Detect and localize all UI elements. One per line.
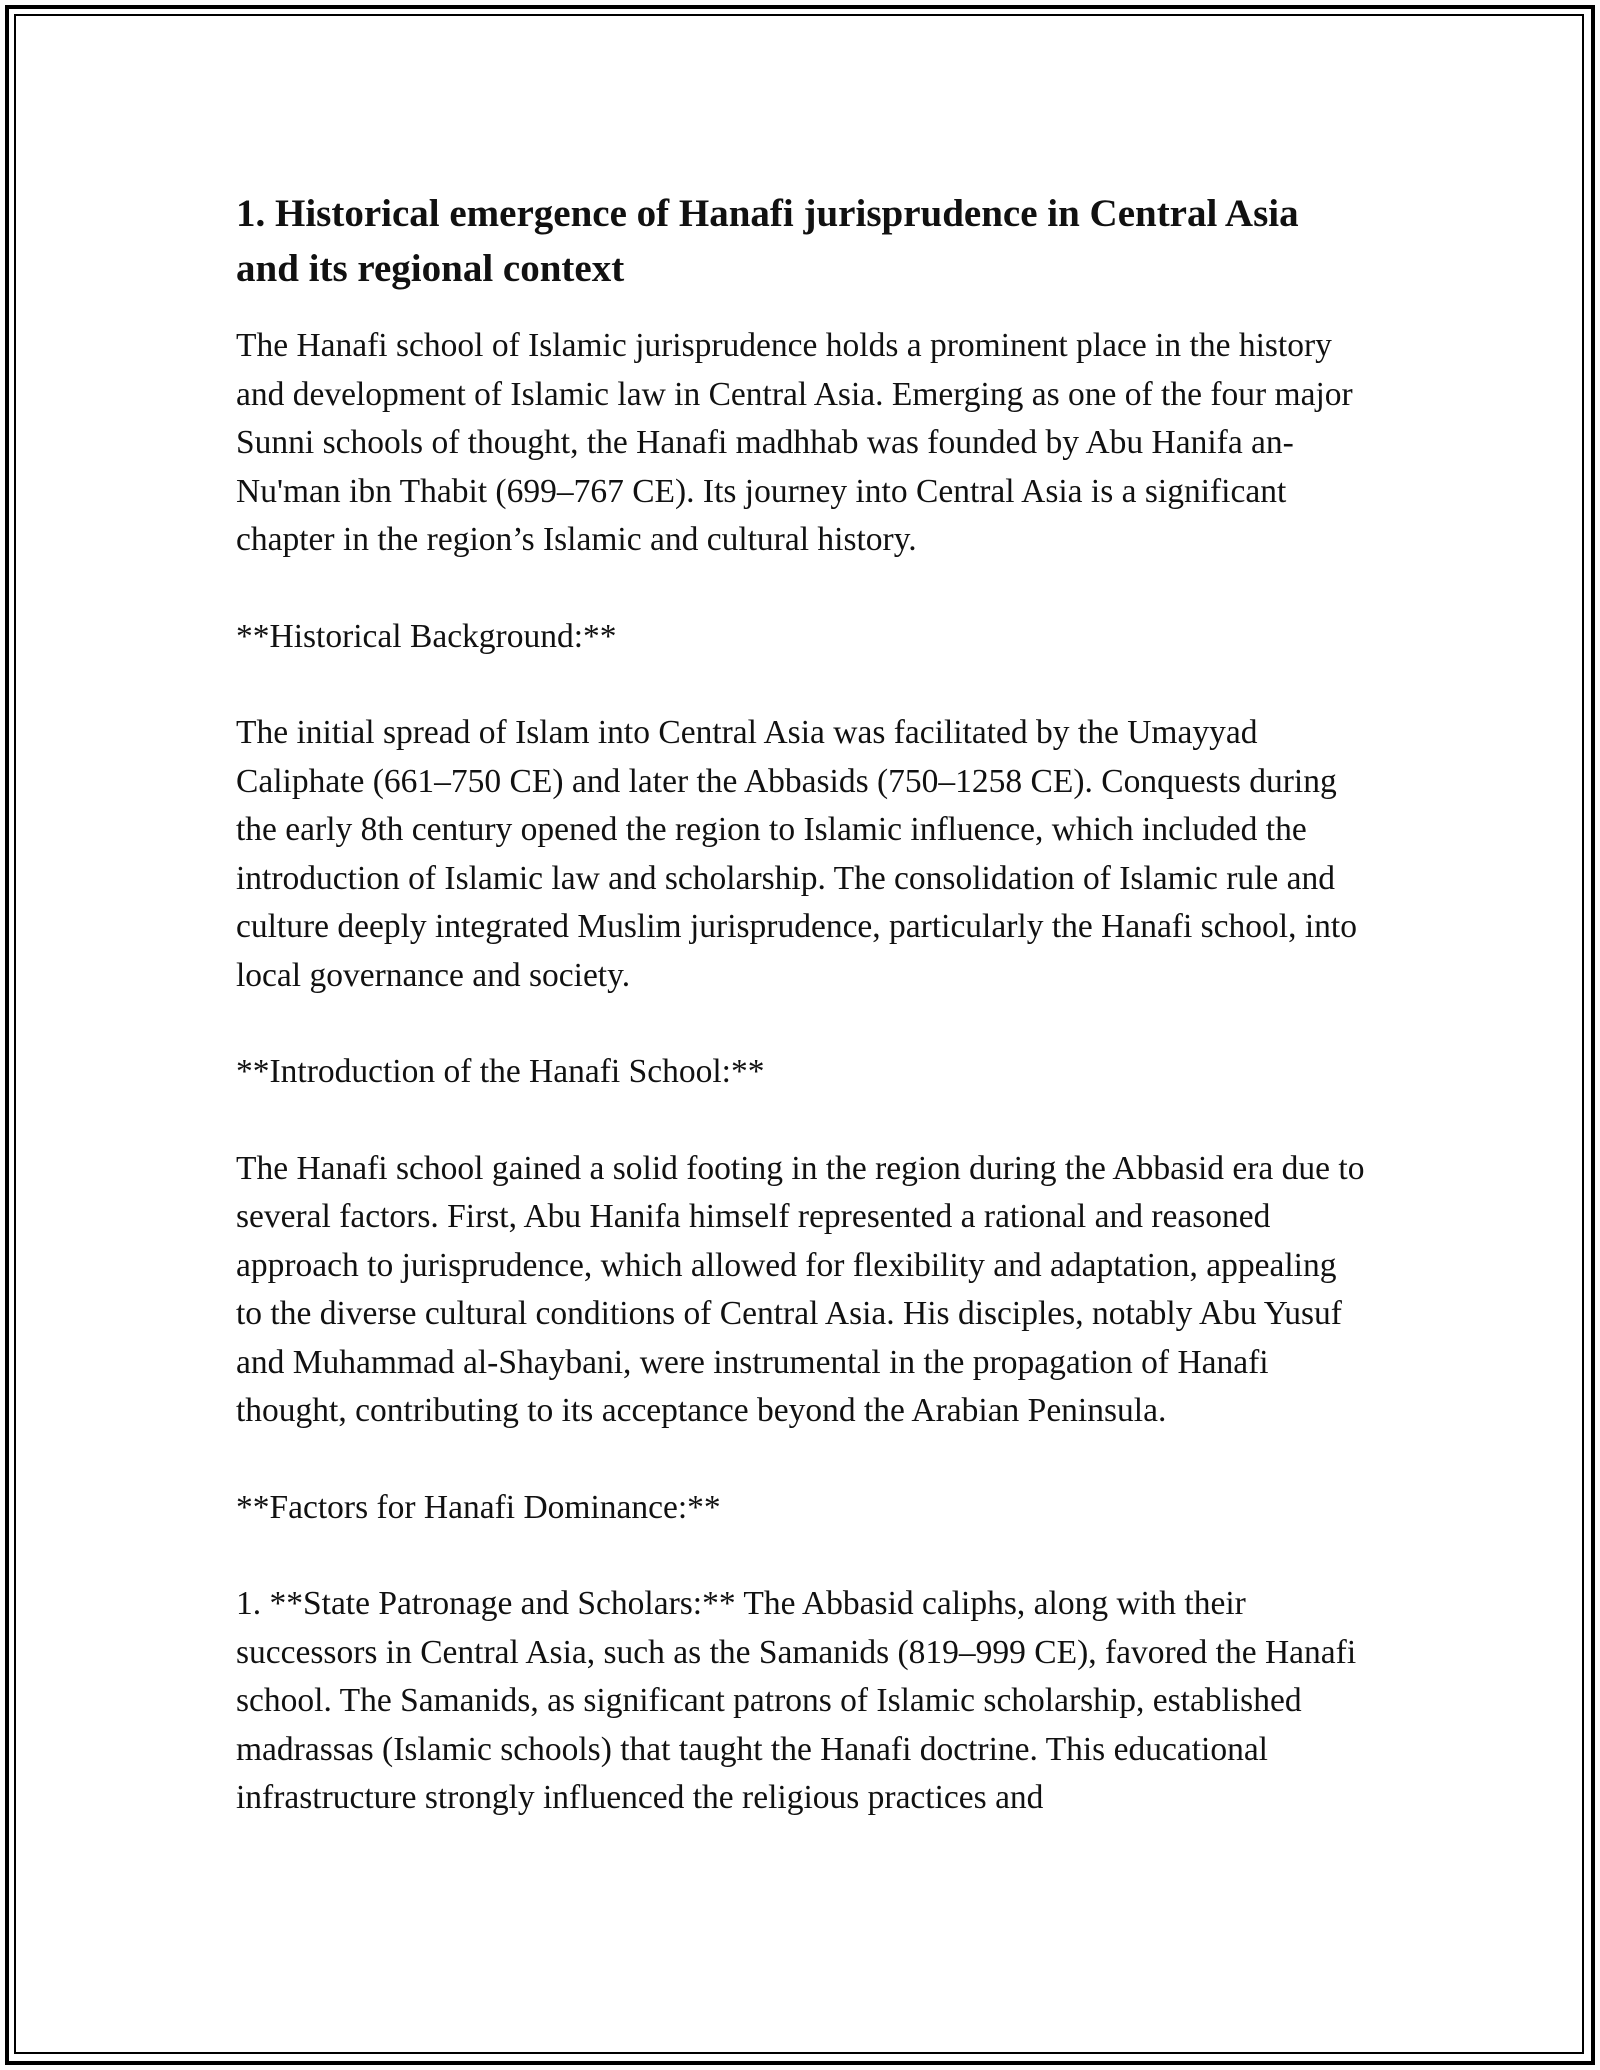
document-body bbox=[236, 186, 1366, 1823]
factors-heading: **Factors for Hanafi Dominance:** bbox=[236, 1488, 721, 1526]
historical-background-paragraph: The initial spread of Islam into Central Asia was facilitated by the Umayyad Caliphate (661–750 CE) and later the Abbasids (750–1258 CE). Conquests during the early 8th century opened the region to Islamic influence, which included the introduction of Islamic law and scholarship. The consolidation of Islamic rule and culture deeply integrated Muslim jurisprudence, particularly the Hanafi school, into local governance and society. bbox=[236, 714, 1357, 994]
introduction-paragraph: The Hanafi school gained a solid footing in the region during the Abbasid era due to several factors. First, Abu Hanifa himself represented a rational and reasoned approach to jurisprudence, which allowed for flexibility and adaptation, appealing to the diverse cultural conditions of Central Asia. His disciples, notably Abu Yusuf and Muhammad al-Shaybani, were instrumental in the propagation of Hanafi thought, contributing to its acceptance beyond the Arabian Peninsula. bbox=[236, 1149, 1365, 1429]
intro-paragraph: The Hanafi school of Islamic jurisprudence holds a prominent place in the history and development of Islamic law in Central Asia. Emerging as one of the four major Sunni schools of thought, the Hanafi madhhab was founded by Abu Hanifa an-Nu'man ibn Thabit (699–767 CE). Its journey into Central Asia is a significant chapter in the region’s Islamic and cultural history. bbox=[236, 327, 1353, 558]
section-heading: 1. Historical emergence of Hanafi jurisprudence in Central Asia and its regional context bbox=[236, 192, 1299, 290]
introduction-heading: **Introduction of the Hanafi School:** bbox=[236, 1053, 765, 1090]
factor-item-1: 1. **State Patronage and Scholars:** The Abbasid caliphs, along with their successors in Central Asia, such as the Samanids (819–999 CE), favored the Hanafi school. The Samanids, as significant patrons of Islamic scholarship, established madrassas (Islamic schools) that taught the Hanafi doctrine. This educational infrastructure strongly influenced the religious practices and bbox=[236, 1585, 1357, 1816]
historical-background-heading: **Historical Background:** bbox=[236, 617, 617, 655]
